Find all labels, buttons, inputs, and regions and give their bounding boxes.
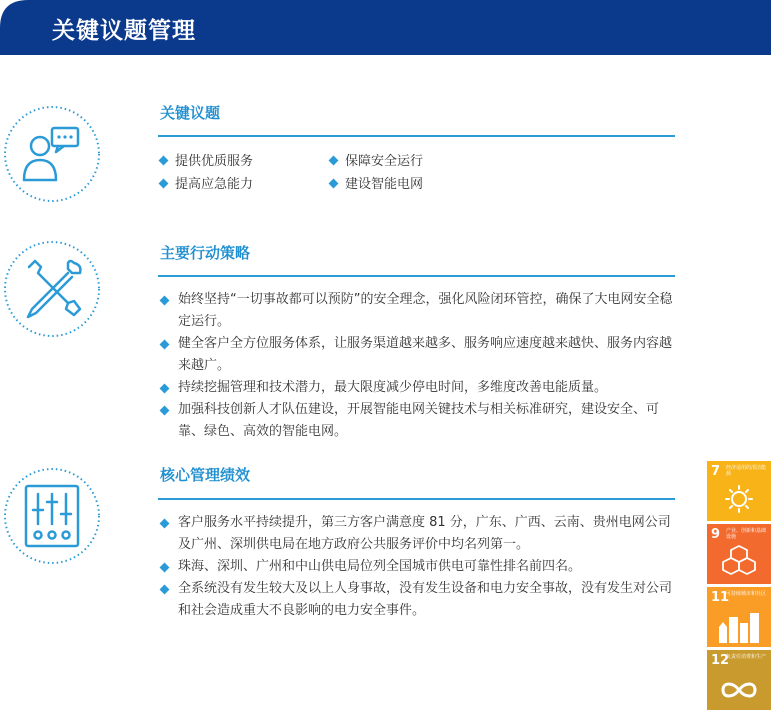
list-item: 提高应急能力 <box>160 173 253 196</box>
control-panel-icon <box>2 466 102 566</box>
diamond-bullet-icon <box>160 563 170 573</box>
diamond-bullet-icon <box>329 156 339 166</box>
list-item: 持续挖掘管理和技术潜力，最大限度减少停电时间，多维度改善电能质量。 <box>160 377 680 399</box>
performance-list <box>160 512 680 622</box>
key-issues-title: 关键议题 <box>160 104 221 122</box>
sdg-12-badge: 12 负责任消费和生产 <box>707 650 771 710</box>
header-bar <box>0 0 771 55</box>
customer-service-icon <box>2 104 102 204</box>
sdg-11-badge: 11 可持续城市和社区 <box>707 587 771 647</box>
list-item: 客户服务水平持续提升，第三方客户满意度 81 分，广东、广西、云南、贵州电网公司及广州、深圳供电局在地方政府公共服务评价中均名列第一。 <box>160 512 680 556</box>
performance-title: 核心管理绩效 <box>160 466 251 484</box>
diamond-bullet-icon <box>160 585 170 595</box>
sdg-9-badge: 9 产业、创新和基础设施 <box>707 524 771 584</box>
diamond-bullet-icon <box>329 179 339 189</box>
list-item: 建设智能电网 <box>330 173 423 196</box>
tools-icon <box>2 239 102 339</box>
page-title: 关键议题管理 <box>52 18 196 44</box>
strategy-list <box>160 289 680 443</box>
key-issues-divider <box>158 135 675 137</box>
list-item: 健全客户全方位服务体系，让服务渠道越来越多、服务响应速度越来越快、服务内容越来越广。 <box>160 333 680 377</box>
list-item: 保障安全运行 <box>330 150 423 173</box>
diamond-bullet-icon <box>159 156 169 166</box>
list-item: 加强科技创新人才队伍建设，开展智能电网关键技术与相关标准研究，建设安全、可靠、绿色、高效的智能电网。 <box>160 399 680 443</box>
list-item: 提供优质服务 <box>160 150 253 173</box>
sun-icon <box>707 461 771 521</box>
diamond-bullet-icon <box>160 384 170 394</box>
city-icon <box>707 587 771 647</box>
list-item: 始终坚持“一切事故都可以预防”的安全理念，强化风险闭环管控，确保了大电网安全稳定运行。 <box>160 289 680 333</box>
performance-divider <box>158 498 675 500</box>
strategy-divider <box>158 275 675 277</box>
infinity-icon <box>707 650 771 710</box>
list-item: 全系统没有发生较大及以上人身事故，没有发生设备和电力安全事故，没有发生对公司和社会造成重大不良影响的电力安全事件。 <box>160 578 680 622</box>
diamond-bullet-icon <box>160 296 170 306</box>
cubes-icon <box>707 524 771 584</box>
sdg-7-badge: 7 经济适用的清洁能源 <box>707 461 771 521</box>
list-item: 珠海、深圳、广州和中山供电局位列全国城市供电可靠性排名前四名。 <box>160 556 680 578</box>
strategy-title: 主要行动策略 <box>160 244 251 262</box>
diamond-bullet-icon <box>159 179 169 189</box>
diamond-bullet-icon <box>160 406 170 416</box>
diamond-bullet-icon <box>160 340 170 350</box>
diamond-bullet-icon <box>160 519 170 529</box>
